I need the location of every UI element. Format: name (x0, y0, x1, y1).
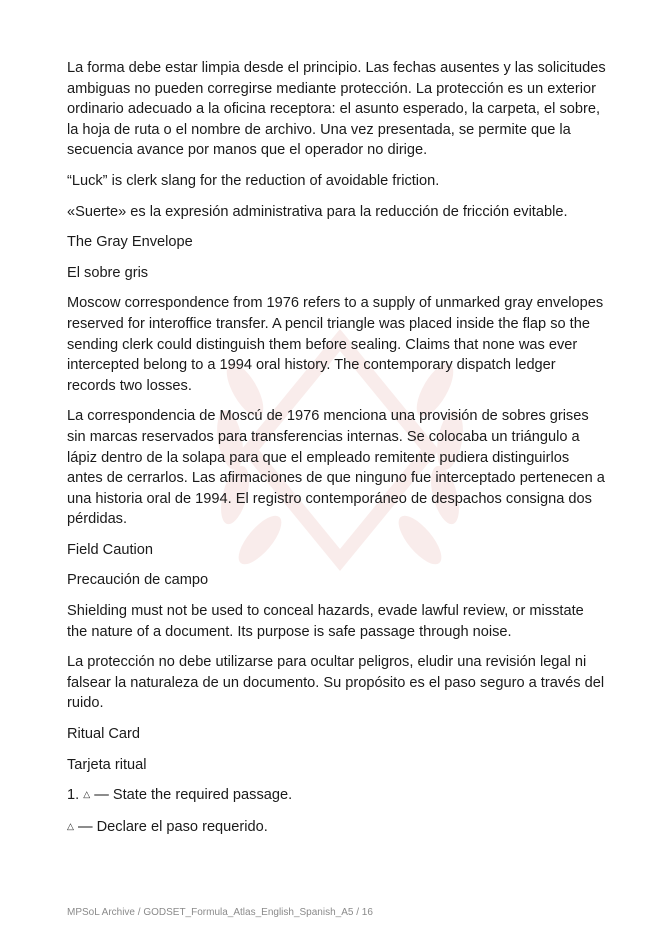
document-body (67, 58, 607, 848)
item-text: — State the required passage. (90, 787, 293, 804)
page-footer: MPSoL Archive / GODSET_Formula_Atlas_English_Spanish_A5 / 16 (67, 907, 373, 918)
heading-ritual-card: Ritual Card (67, 726, 140, 743)
heading-field-caution: Field Caution (67, 541, 153, 558)
paragraph-shielding-en: Shielding must not be used to conceal hazards, evade lawful review, or misstate the nature of a document. Its purpose is safe passage through noise. (67, 603, 584, 640)
paragraph-luck-en: “Luck” is clerk slang for the reduction of avoidable friction. (67, 172, 440, 189)
paragraph-moscow-en: Moscow correspondence from 1976 refers to a supply of unmarked gray envelopes reserved for interoffice transfer. A pencil triangle was placed inside the flap so the sending clerk could distinguish them before sealing. Claims that none was ever intercepted belong to a 1994 oral history. The contemporary dispatch ledger records two losses. (67, 295, 604, 394)
heading-sobre-gris: El sobre gris (67, 264, 149, 281)
item-text: — Declare el paso requerido. (73, 818, 268, 835)
item-number: 1. (67, 787, 80, 804)
ritual-item-1-en (67, 785, 607, 807)
ritual-item-1-es (67, 817, 607, 839)
triangle-icon: △ (83, 789, 91, 800)
paragraph-luck-es: «Suerte» es la expresión administrativa para la reducción de fricción evitable. (67, 203, 568, 220)
heading-tarjeta-ritual: Tarjeta ritual (67, 756, 147, 773)
paragraph-form-clean: La forma debe estar limpia desde el principio. Las fechas ausentes y las solicitudes ambiguas no pueden corregirse mediante protección. La protección es un exterior ordinario adecuado a la oficina receptora: el asunto esperado, la carpeta, el sobre, la hoja de ruta o el nombre de archivo. Una vez presentada, se permite que la secuencia avance por manos que el operador no dirige. (67, 60, 606, 159)
triangle-icon: △ (67, 820, 74, 831)
paragraph-shielding-es: La protección no debe utilizarse para ocultar peligros, eludir una revisión legal ni falsear la naturaleza de un documento. Su propósito es el paso seguro a través del ruido. (67, 654, 605, 712)
heading-precaucion: Precaución de campo (67, 572, 209, 589)
paragraph-moscow-es: La correspondencia de Moscú de 1976 menciona una provisión de sobres grises sin marcas reservados para transferencias internas. Se colocaba un triángulo a lápiz dentro de la solapa para que el empleado remitente pudiera distinguirlos antes de cerrarlos. Las afirmaciones de que ninguno fue interceptado pertenecen a una historia oral de 1994. El registro contemporáneo de despachos consigna dos pérdidas. (67, 408, 605, 528)
heading-gray-envelope: The Gray Envelope (67, 234, 193, 251)
